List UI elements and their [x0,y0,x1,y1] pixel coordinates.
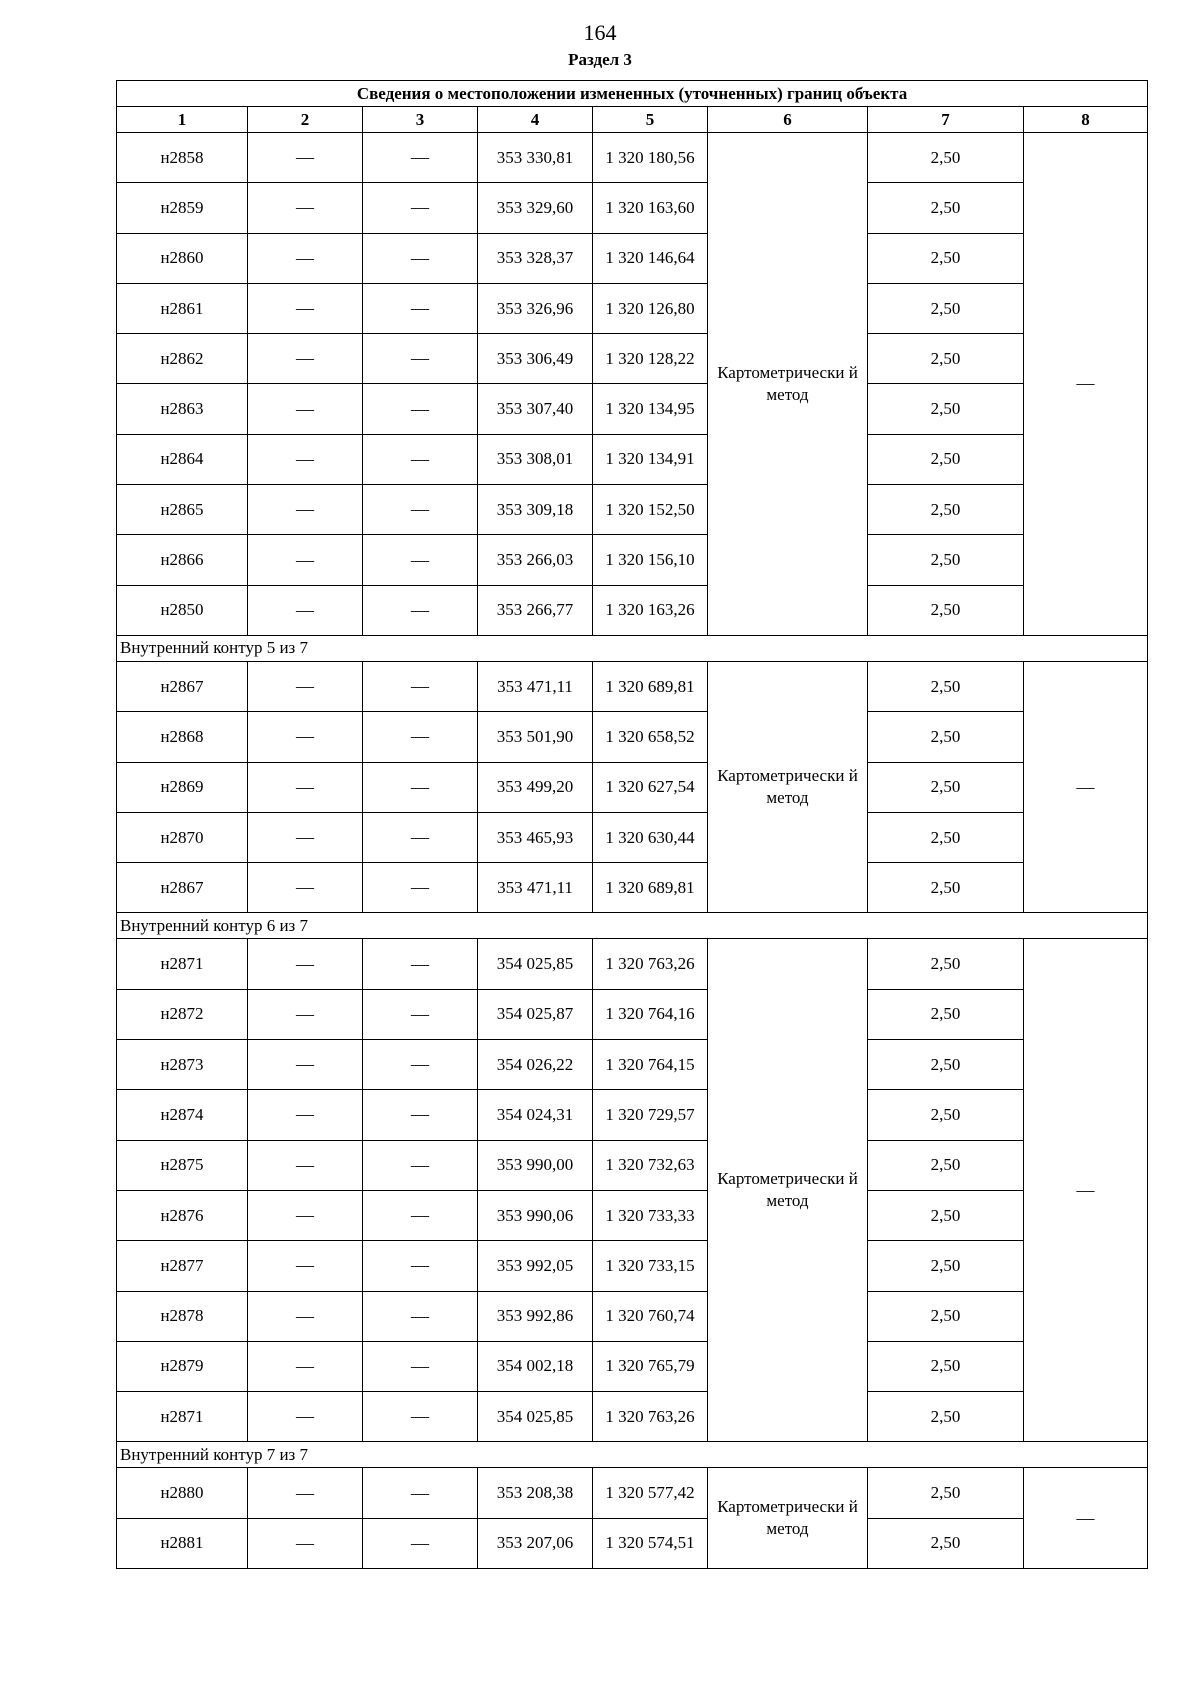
point-name-cell: н2871 [117,1392,248,1442]
x-coordinate-cell: 353 306,49 [478,334,593,384]
table-row [117,1140,1148,1190]
column-2-cell: — [248,863,363,913]
contour-heading: Внутренний контур 7 из 7 [117,1442,1148,1468]
point-name-cell: н2850 [117,585,248,635]
y-coordinate-cell: 1 320 763,26 [593,1392,708,1442]
column-8-cell: — [1024,133,1148,636]
table-row [117,989,1148,1039]
x-coordinate-cell: 354 025,85 [478,1392,593,1442]
point-name-cell: н2862 [117,334,248,384]
accuracy-cell: 2,50 [868,1090,1024,1140]
x-coordinate-cell: 353 309,18 [478,485,593,535]
y-coordinate-cell: 1 320 630,44 [593,812,708,862]
x-coordinate-cell: 353 330,81 [478,133,593,183]
page-number: 164 [583,20,617,45]
y-coordinate-cell: 1 320 577,42 [593,1468,708,1518]
column-3-cell: — [363,1040,478,1090]
column-number: 6 [708,107,868,133]
column-number: 1 [117,107,248,133]
x-coordinate-cell: 354 025,85 [478,939,593,989]
y-coordinate-cell: 1 320 658,52 [593,712,708,762]
column-3-cell: — [363,1392,478,1442]
contour-heading-row [117,913,1148,939]
x-coordinate-cell: 353 328,37 [478,233,593,283]
accuracy-cell: 2,50 [868,535,1024,585]
accuracy-cell: 2,50 [868,133,1024,183]
table-row [117,535,1148,585]
point-name-cell: н2877 [117,1241,248,1291]
x-coordinate-cell: 353 266,03 [478,535,593,585]
y-coordinate-cell: 1 320 163,60 [593,183,708,233]
column-3-cell: — [363,989,478,1039]
column-number: 2 [248,107,363,133]
y-coordinate-cell: 1 320 152,50 [593,485,708,535]
column-2-cell: — [248,1241,363,1291]
x-coordinate-cell: 353 990,06 [478,1190,593,1240]
accuracy-cell: 2,50 [868,661,1024,711]
point-name-cell: н2881 [117,1518,248,1568]
table-row [117,712,1148,762]
x-coordinate-cell: 353 266,77 [478,585,593,635]
point-name-cell: н2878 [117,1291,248,1341]
column-3-cell: — [363,863,478,913]
accuracy-cell: 2,50 [868,1190,1024,1240]
contour-heading: Внутренний контур 5 из 7 [117,635,1148,661]
point-name-cell: н2867 [117,863,248,913]
column-2-cell: — [248,1291,363,1341]
point-name-cell: н2858 [117,133,248,183]
column-3-cell: — [363,283,478,333]
contour-heading: Внутренний контур 6 из 7 [117,913,1148,939]
y-coordinate-cell: 1 320 156,10 [593,535,708,585]
y-coordinate-cell: 1 320 764,16 [593,989,708,1039]
y-coordinate-cell: 1 320 689,81 [593,661,708,711]
table-row [117,1291,1148,1341]
table-row [117,334,1148,384]
accuracy-cell: 2,50 [868,485,1024,535]
column-3-cell: — [363,1241,478,1291]
point-name-cell: н2860 [117,233,248,283]
x-coordinate-cell: 353 499,20 [478,762,593,812]
column-3-cell: — [363,434,478,484]
column-2-cell: — [248,812,363,862]
column-2-cell: — [248,434,363,484]
x-coordinate-cell: 353 207,06 [478,1518,593,1568]
y-coordinate-cell: 1 320 126,80 [593,283,708,333]
accuracy-cell: 2,50 [868,1241,1024,1291]
x-coordinate-cell: 354 025,87 [478,989,593,1039]
accuracy-cell: 2,50 [868,1040,1024,1090]
accuracy-cell: 2,50 [868,233,1024,283]
y-coordinate-cell: 1 320 764,15 [593,1040,708,1090]
accuracy-cell: 2,50 [868,762,1024,812]
accuracy-cell: 2,50 [868,334,1024,384]
x-coordinate-cell: 353 329,60 [478,183,593,233]
y-coordinate-cell: 1 320 134,95 [593,384,708,434]
y-coordinate-cell: 1 320 733,33 [593,1190,708,1240]
column-2-cell: — [248,989,363,1039]
accuracy-cell: 2,50 [868,863,1024,913]
x-coordinate-cell: 353 208,38 [478,1468,593,1518]
column-2-cell: — [248,1341,363,1391]
y-coordinate-cell: 1 320 760,74 [593,1291,708,1341]
y-coordinate-cell: 1 320 146,64 [593,233,708,283]
contour-heading-row [117,1442,1148,1468]
point-name-cell: н2867 [117,661,248,711]
column-3-cell: — [363,535,478,585]
point-name-cell: н2872 [117,989,248,1039]
table-row [117,812,1148,862]
column-2-cell: — [248,1392,363,1442]
column-2-cell: — [248,661,363,711]
table-row [117,183,1148,233]
point-name-cell: н2863 [117,384,248,434]
column-2-cell: — [248,939,363,989]
column-3-cell: — [363,1190,478,1240]
table-row [117,1040,1148,1090]
column-number: 4 [478,107,593,133]
column-3-cell: — [363,762,478,812]
accuracy-cell: 2,50 [868,939,1024,989]
point-name-cell: н2875 [117,1140,248,1190]
point-name-cell: н2861 [117,283,248,333]
column-2-cell: — [248,1040,363,1090]
column-2-cell: — [248,183,363,233]
y-coordinate-cell: 1 320 163,26 [593,585,708,635]
accuracy-cell: 2,50 [868,1518,1024,1568]
method-cell: Картометрически й метод [708,133,868,636]
column-3-cell: — [363,133,478,183]
x-coordinate-cell: 354 002,18 [478,1341,593,1391]
table-row [117,863,1148,913]
y-coordinate-cell: 1 320 627,54 [593,762,708,812]
point-name-cell: н2873 [117,1040,248,1090]
column-2-cell: — [248,334,363,384]
accuracy-cell: 2,50 [868,384,1024,434]
column-3-cell: — [363,939,478,989]
x-coordinate-cell: 353 307,40 [478,384,593,434]
accuracy-cell: 2,50 [868,183,1024,233]
column-2-cell: — [248,1468,363,1518]
column-3-cell: — [363,1518,478,1568]
column-3-cell: — [363,384,478,434]
point-name-cell: н2864 [117,434,248,484]
y-coordinate-cell: 1 320 763,26 [593,939,708,989]
y-coordinate-cell: 1 320 765,79 [593,1341,708,1391]
accuracy-cell: 2,50 [868,989,1024,1039]
accuracy-cell: 2,50 [868,1291,1024,1341]
table-row [117,384,1148,434]
method-cell: Картометрически й метод [708,939,868,1442]
column-2-cell: — [248,585,363,635]
x-coordinate-cell: 353 501,90 [478,712,593,762]
column-2-cell: — [248,1140,363,1190]
point-name-cell: н2874 [117,1090,248,1140]
y-coordinate-cell: 1 320 180,56 [593,133,708,183]
column-2-cell: — [248,485,363,535]
x-coordinate-cell: 353 992,86 [478,1291,593,1341]
column-3-cell: — [363,712,478,762]
accuracy-cell: 2,50 [868,812,1024,862]
column-3-cell: — [363,334,478,384]
table-row [117,1518,1148,1568]
x-coordinate-cell: 354 026,22 [478,1040,593,1090]
column-2-cell: — [248,283,363,333]
table-row [117,485,1148,535]
point-name-cell: н2876 [117,1190,248,1240]
section-title: Раздел 3 [568,50,632,69]
table-row [117,1468,1148,1518]
column-2-cell: — [248,762,363,812]
x-coordinate-cell: 353 471,11 [478,661,593,711]
column-2-cell: — [248,384,363,434]
y-coordinate-cell: 1 320 732,63 [593,1140,708,1190]
point-name-cell: н2871 [117,939,248,989]
accuracy-cell: 2,50 [868,712,1024,762]
table-row [117,1190,1148,1240]
point-name-cell: н2865 [117,485,248,535]
table-caption: Сведения о местоположении измененных (уточненных) границ объекта [117,81,1148,107]
accuracy-cell: 2,50 [868,1468,1024,1518]
point-name-cell: н2879 [117,1341,248,1391]
column-3-cell: — [363,183,478,233]
column-number: 5 [593,107,708,133]
point-name-cell: н2859 [117,183,248,233]
accuracy-cell: 2,50 [868,434,1024,484]
table-row [117,762,1148,812]
column-8-cell: — [1024,661,1148,912]
column-3-cell: — [363,233,478,283]
table-row [117,1090,1148,1140]
x-coordinate-cell: 353 990,00 [478,1140,593,1190]
column-2-cell: — [248,233,363,283]
point-name-cell: н2870 [117,812,248,862]
column-2-cell: — [248,133,363,183]
table-row [117,585,1148,635]
point-name-cell: н2869 [117,762,248,812]
table-row [117,1392,1148,1442]
column-3-cell: — [363,485,478,535]
method-cell: Картометрически й метод [708,1468,868,1569]
column-3-cell: — [363,661,478,711]
accuracy-cell: 2,50 [868,1140,1024,1190]
column-3-cell: — [363,812,478,862]
y-coordinate-cell: 1 320 128,22 [593,334,708,384]
x-coordinate-cell: 354 024,31 [478,1090,593,1140]
table-caption-row [117,81,1148,107]
accuracy-cell: 2,50 [868,283,1024,333]
table-row [117,434,1148,484]
method-cell: Картометрически й метод [708,661,868,912]
x-coordinate-cell: 353 326,96 [478,283,593,333]
point-name-cell: н2868 [117,712,248,762]
column-3-cell: — [363,1341,478,1391]
column-number: 7 [868,107,1024,133]
x-coordinate-cell: 353 465,93 [478,812,593,862]
column-2-cell: — [248,1090,363,1140]
y-coordinate-cell: 1 320 729,57 [593,1090,708,1140]
column-8-cell: — [1024,939,1148,1442]
column-2-cell: — [248,1190,363,1240]
table-row [117,939,1148,989]
column-2-cell: — [248,1518,363,1568]
table-row [117,233,1148,283]
y-coordinate-cell: 1 320 733,15 [593,1241,708,1291]
x-coordinate-cell: 353 471,11 [478,863,593,913]
column-8-cell: — [1024,1468,1148,1569]
x-coordinate-cell: 353 308,01 [478,434,593,484]
column-3-cell: — [363,1090,478,1140]
y-coordinate-cell: 1 320 574,51 [593,1518,708,1568]
table-row [117,1341,1148,1391]
column-3-cell: — [363,1140,478,1190]
accuracy-cell: 2,50 [868,1392,1024,1442]
column-2-cell: — [248,535,363,585]
column-number-row [117,107,1148,133]
column-3-cell: — [363,1468,478,1518]
column-3-cell: — [363,585,478,635]
accuracy-cell: 2,50 [868,585,1024,635]
y-coordinate-cell: 1 320 689,81 [593,863,708,913]
table-row [117,283,1148,333]
point-name-cell: н2866 [117,535,248,585]
column-2-cell: — [248,712,363,762]
accuracy-cell: 2,50 [868,1341,1024,1391]
column-number: 3 [363,107,478,133]
y-coordinate-cell: 1 320 134,91 [593,434,708,484]
column-3-cell: — [363,1291,478,1341]
point-name-cell: н2880 [117,1468,248,1518]
column-number: 8 [1024,107,1148,133]
table-row [117,661,1148,711]
table-row [117,1241,1148,1291]
x-coordinate-cell: 353 992,05 [478,1241,593,1291]
contour-heading-row [117,635,1148,661]
table-row [117,133,1148,183]
coordinates-table [116,80,1148,1569]
